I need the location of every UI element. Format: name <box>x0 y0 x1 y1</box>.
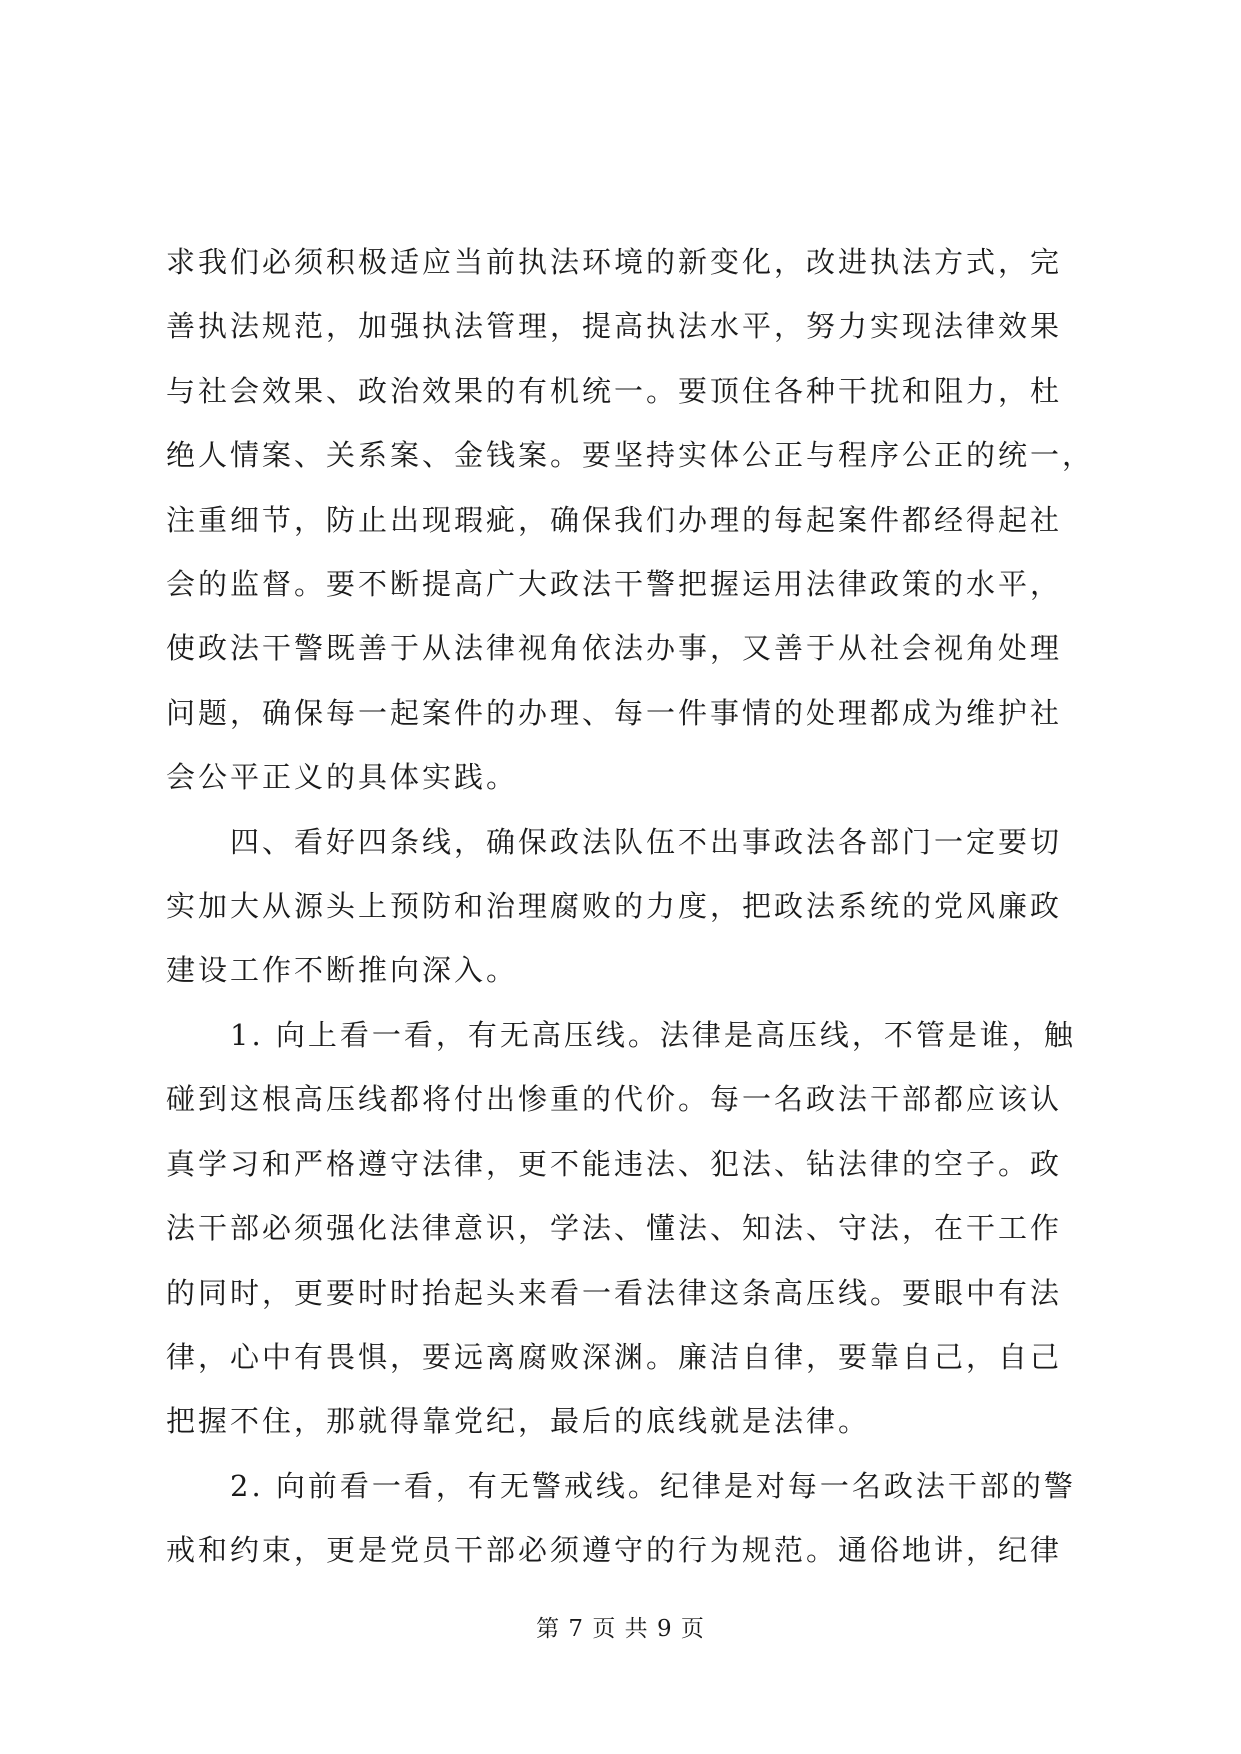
text-line: 律，心中有畏惧，要远离腐败深渊。廉洁自律，要靠自己，自己 <box>166 1339 1063 1374</box>
text-line: 问题，确保每一起案件的办理、每一件事情的处理都成为维护社 <box>166 695 1063 730</box>
text-line: 把握不住，那就得靠党纪，最后的底线就是法律。 <box>166 1404 871 1439</box>
text-line: 绝人情案、关系案、金钱案。要坚持实体公正与程序公正的统一， <box>166 438 1095 473</box>
text-line: 善执法规范，加强执法管理，提高执法水平，努力实现法律效果 <box>166 309 1063 344</box>
text-line: 使政法干警既善于从法律视角依法办事，又善于从社会视角处理 <box>166 631 1063 666</box>
text-line: 求我们必须积极适应当前执法环境的新变化，改进执法方式，完 <box>166 245 1063 279</box>
paragraph-item-two <box>166 1454 1084 1583</box>
text-line: 注重细节，防止出现瑕疵，确保我们办理的每起案件都经得起社 <box>166 502 1063 537</box>
text-line: 与社会效果、政治效果的有机统一。要顶住各种干扰和阻力，杜 <box>166 373 1063 408</box>
text-line: 1. 向上看一看，有无高压线。法律是高压线，不管是谁，触 <box>230 1017 1076 1052</box>
text-line: 真学习和严格遵守法律，更不能违法、犯法、钻法律的空子。政 <box>166 1146 1063 1181</box>
document-body <box>166 230 1095 1583</box>
text-line: 四、看好四条线，确保政法队伍不出事政法各部门一定要切 <box>230 824 1063 859</box>
text-line: 的同时，更要时时抬起头来看一看法律这条高压线。要眼中有法 <box>166 1275 1063 1310</box>
text-line: 实加大从源头上预防和治理腐败的力度，把政法系统的党风廉政 <box>166 889 1063 924</box>
text-line: 建设工作不断推向深入。 <box>166 953 519 988</box>
text-line: 会公平正义的具体实践。 <box>166 760 519 795</box>
page-number-footer: 第 7 页 共 9 页 <box>536 1616 705 1642</box>
text-line: 法干部必须强化法律意识，学法、懂法、知法、守法，在干工作 <box>166 1211 1063 1246</box>
paragraph-item-one <box>166 1003 1084 1454</box>
text-line: 碰到这根高压线都将付出惨重的代价。每一名政法干部都应该认 <box>166 1082 1063 1117</box>
paragraph-enforcement <box>166 230 1095 810</box>
text-line: 戒和约束，更是党员干部必须遵守的行为规范。通俗地讲，纪律 <box>166 1533 1063 1568</box>
text-line: 会的监督。要不断提高广大政法干警把握运用法律政策的水平， <box>166 567 1063 602</box>
text-line: 2. 向前看一看，有无警戒线。纪律是对每一名政法干部的警 <box>230 1468 1076 1503</box>
paragraph-section-four <box>166 810 1084 1003</box>
